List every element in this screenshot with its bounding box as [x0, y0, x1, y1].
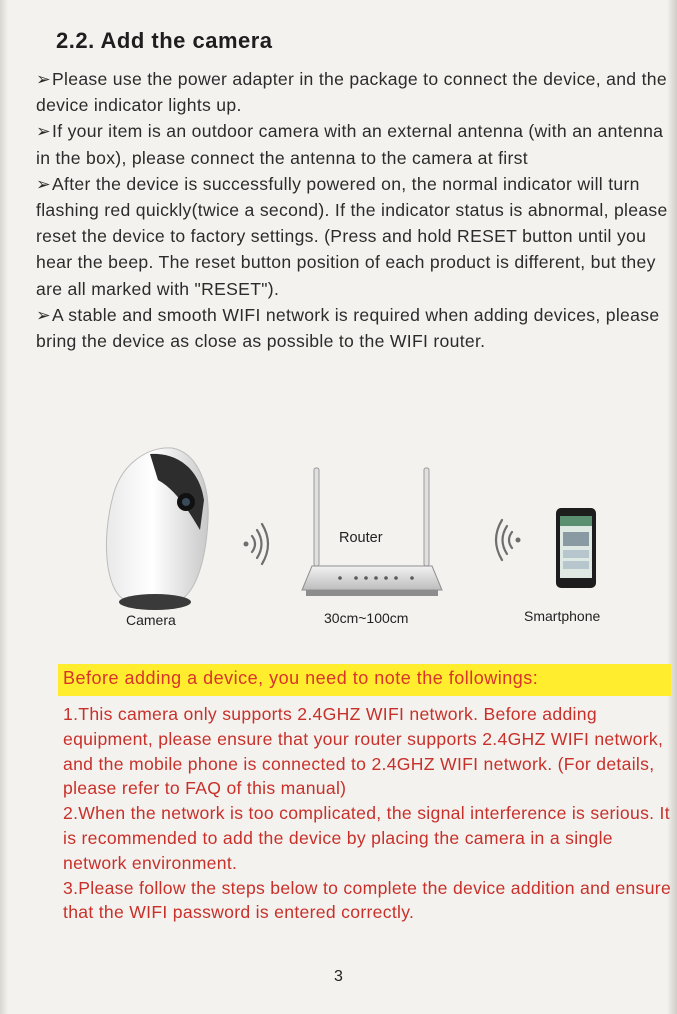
notice-item: 1.This camera only supports 2.4GHZ WIFI network. Before adding equipment, please ensure that your router supports 2.4GHZ WIFI network, and the mobile phone is connected to 2.4GHZ WIFI network. (For details, please refer to FAQ of this manual): [63, 704, 664, 799]
notice-item: 3.Please follow the steps below to complete the device addition and ensure that the WIFI password is entered correctly.: [63, 877, 672, 923]
wifi-signal-icon: [244, 524, 269, 564]
smartphone-icon: [556, 508, 596, 588]
instruction-list: [36, 66, 672, 354]
smartphone-label: Smartphone: [524, 608, 601, 624]
notice-item: 2.When the network is too complicated, the signal interference is serious. It is recommended to add the device by placing the camera in a single network environment.: [63, 803, 670, 873]
instruction-item: ➢If your item is an outdoor camera with an external antenna (with an antenna in the box), please connect the antenna to the camera at first: [36, 118, 672, 170]
distance-label: 30cm~100cm: [324, 610, 409, 626]
page-number: 3: [334, 968, 343, 985]
arrow-bullet-icon: ➢: [36, 69, 52, 89]
router-label: Router: [339, 530, 383, 546]
notice-title: Before adding a device, you need to note the followings:: [63, 668, 539, 688]
camera-label: Camera: [126, 612, 176, 628]
notice-list: [63, 702, 675, 925]
arrow-bullet-icon: ➢: [36, 121, 52, 142]
wifi-signal-icon: [496, 520, 521, 560]
setup-diagram: [0, 440, 677, 640]
instruction-item: ➢After the device is successfully powered on, the normal indicator will turn flashing red quickly(twice a second). If the indicator status is abnormal, please reset the device to factory settings. (Press and hold RESET button until you hear the beep. The reset button position of each product is different, but they are all marked with "RESET").: [36, 171, 672, 302]
arrow-bullet-icon: ➢: [36, 304, 52, 325]
camera-icon: [106, 448, 208, 610]
section-title: 2.2. Add the camera: [56, 28, 273, 53]
arrow-bullet-icon: ➢: [36, 173, 52, 194]
instruction-item: ➢A stable and smooth WIFI network is required when adding devices, please bring the device as close as possible to the WIFI router.: [36, 302, 672, 354]
instruction-item: ➢Please use the power adapter in the package to connect the device, and the device indicator lights up.: [36, 66, 672, 118]
